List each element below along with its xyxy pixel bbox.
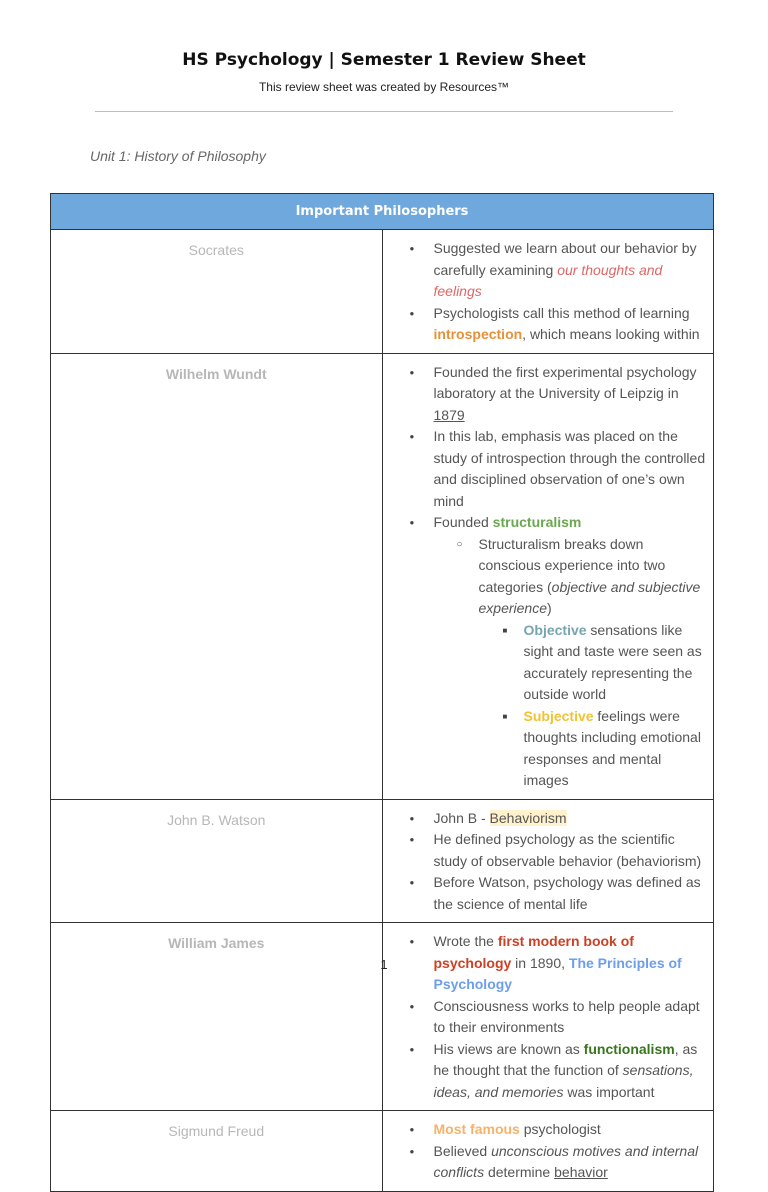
philosopher-name: Wilhelm Wundt	[51, 353, 383, 799]
table-row	[51, 923, 714, 1111]
list-item: ● Psychologists call this method of learning introspection, which means looking within	[383, 303, 708, 346]
table-header: Important Philosophers	[51, 194, 714, 230]
list-item: ● Most famous psychologist	[383, 1119, 708, 1141]
list-item: ● Founded structuralism	[383, 512, 708, 534]
list-item: ● He defined psychology as the scientific study of observable behavior (behaviorism)	[383, 829, 708, 872]
philosopher-notes	[382, 230, 714, 354]
page-number: 1	[380, 957, 388, 972]
table-row	[51, 799, 714, 923]
table-header-row	[51, 194, 714, 230]
list-item: ● John B - Behaviorism	[383, 808, 708, 830]
unit-heading: Unit 1: History of Philosophy	[90, 148, 266, 164]
philosopher-notes	[382, 1111, 714, 1192]
list-item: ● Wrote the first modern book of psychology in 1890, The Principles of Psychology	[383, 931, 708, 996]
document-subtitle: This review sheet was created by Resources™	[258, 80, 510, 94]
table-row	[51, 353, 714, 799]
list-item: ● Suggested we learn about our behavior by carefully examining our thoughts and feelings	[383, 238, 708, 303]
philosopher-notes	[382, 923, 714, 1111]
document-title: HS Psychology | Semester 1 Review Sheet	[182, 50, 586, 70]
list-item: ● Before Watson, psychology was defined as the science of mental life	[383, 872, 708, 915]
list-item: ● Consciousness works to help people adapt to their environments	[383, 996, 708, 1039]
philosopher-name: Sigmund Freud	[51, 1111, 383, 1192]
list-item: ● In this lab, emphasis was placed on the study of introspection through the controlled and disciplined observation of one’s own mind	[383, 426, 708, 512]
table-row	[51, 230, 714, 354]
philosopher-notes	[382, 799, 714, 923]
philosopher-notes	[382, 353, 714, 799]
list-item: ● Founded the first experimental psychology laboratory at the University of Leipzig in 1879	[383, 362, 708, 427]
list-item: ■ Objective sensations like sight and taste were seen as accurately representing the outside world	[383, 620, 708, 706]
list-item: ● Believed unconscious motives and internal conflicts determine behavior	[383, 1141, 708, 1184]
list-item: ○ Structuralism breaks down conscious experience into two categories (objective and subjective experience)	[383, 534, 708, 620]
philosopher-name: William James	[51, 923, 383, 1111]
list-item: ■ Subjective feelings were thoughts including emotional responses and mental images	[383, 706, 708, 792]
list-item: ● His views are known as functionalism, as he thought that the function of sensations, ideas, and memories was important	[383, 1039, 708, 1104]
philosopher-name: Socrates	[51, 230, 383, 354]
table-row	[51, 1111, 714, 1192]
philosopher-name: John B. Watson	[51, 799, 383, 923]
philosophers-table	[50, 193, 714, 1192]
header-divider	[95, 111, 673, 112]
